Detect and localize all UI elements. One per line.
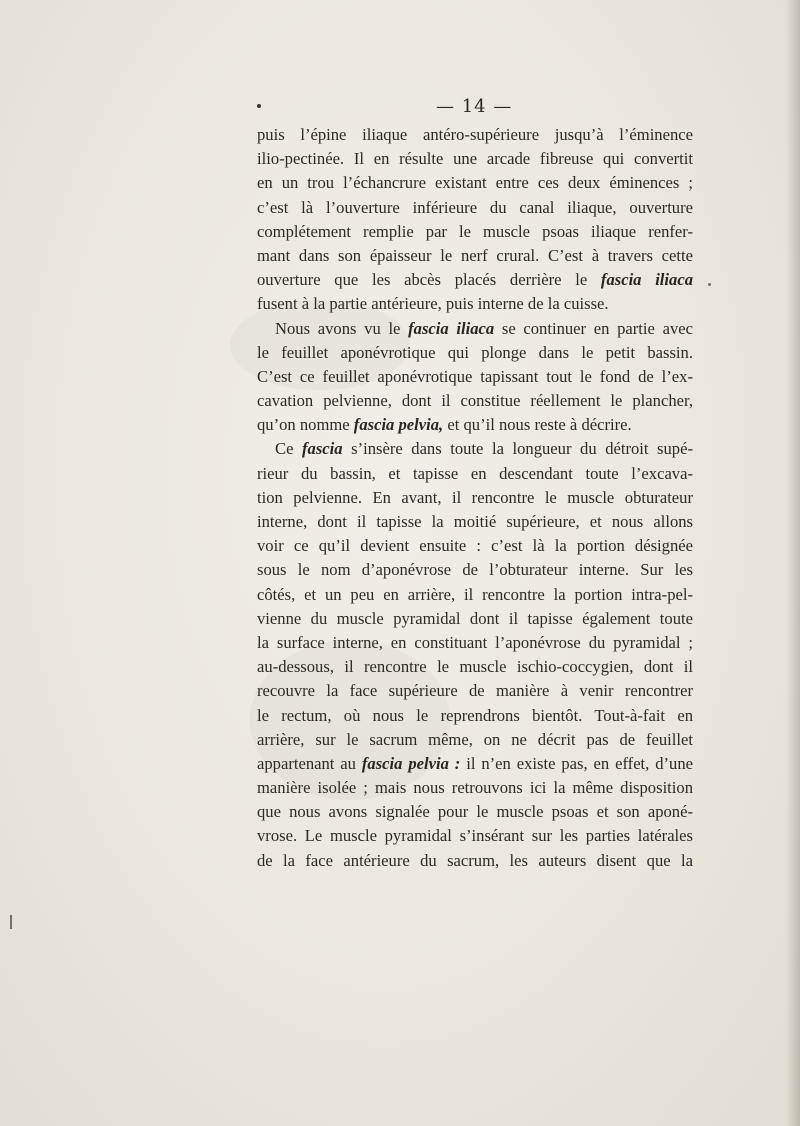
text-line (257, 171, 693, 195)
text-run: fusent à la partie antérieure, puis interne de la cuisse. (257, 294, 609, 314)
text-run: c’est là l’ouverture inférieure du canal iliaque, ouverture (257, 197, 693, 217)
text-line (257, 800, 693, 824)
text-line (257, 607, 693, 631)
text-run: s’insère dans toute la longueur du détroit supé- (342, 439, 693, 459)
text-run: vrose. Le muscle pyramidal s’insérant sur les parties latérales (257, 826, 693, 846)
text-line (257, 292, 693, 316)
text-line (257, 341, 693, 365)
text-line (257, 583, 693, 607)
italic-term: fascia pelvia : (361, 753, 461, 773)
text-line (257, 317, 693, 341)
page-header (0, 96, 800, 120)
text-run: que nous avons signalée pour le muscle psoas et son aponé- (257, 802, 693, 822)
body-text (257, 123, 693, 873)
text-run: arrière, sur le sacrum même, on ne décrit pas de feuillet (257, 729, 693, 749)
italic-term: fascia iliaca (408, 318, 495, 338)
text-line (257, 486, 693, 510)
text-run: complétement remplie par le muscle psoas iliaque renfer- (257, 221, 693, 241)
text-line (257, 413, 693, 437)
text-run: ilio-pectinée. Il en résulte une arcade fibreuse qui convertit (257, 149, 693, 169)
text-run: C’est ce feuillet aponévrotique tapissant tout le fond de l’ex- (257, 366, 693, 386)
text-run: vienne du muscle pyramidal dont il tapisse également toute (257, 608, 693, 628)
text-line (257, 220, 693, 244)
text-run: manière isolée ; mais nous retrouvons ici la même disposition (257, 778, 693, 798)
text-run: interne, dont il tapisse la moitié supérieure, et nous allons (257, 512, 693, 531)
text-run: en un trou l’échancrure existant entre ces deux éminences ; (257, 173, 693, 193)
text-line (257, 268, 693, 292)
text-line (257, 776, 693, 800)
text-run: appartenant au (257, 753, 362, 773)
text-run: puis l’épine iliaque antéro-supérieure jusqu’à l’éminence (257, 125, 693, 144)
text-run: il n’en existe pas, en effet, d’une (460, 753, 694, 773)
text-run: tion pelvienne. En avant, il rencontre le muscle obturateur (257, 487, 693, 507)
text-line (257, 123, 693, 147)
text-line (257, 824, 693, 848)
text-run: ouverture que les abcès placés derrière le (257, 270, 601, 290)
text-run: le rectum, où nous le reprendrons bientôt. Tout-à-fait en (257, 705, 693, 725)
text-line (257, 679, 693, 703)
text-run: et qu’il nous reste à décrire. (443, 415, 632, 435)
text-line (257, 752, 693, 776)
margin-mark (708, 283, 711, 286)
text-run: cavation pelvienne, dont il constitue réellement le plancher, (257, 391, 693, 411)
text-line (257, 558, 693, 582)
italic-term: fascia (302, 439, 343, 459)
text-line (257, 462, 693, 486)
page-edge-shadow (786, 0, 800, 1126)
text-run: de la face antérieure du sacrum, les auteurs disent que la (257, 850, 693, 870)
text-run: côtés, et un peu en arrière, il rencontre la portion intra-pel- (257, 584, 693, 604)
text-run: au-dessous, il rencontre le muscle ischio-coccygien, dont il (257, 657, 693, 677)
italic-term: fascia pelvia, (353, 415, 444, 435)
page-number: — 14 — (436, 96, 513, 117)
text-run: Ce (275, 439, 302, 459)
text-line (257, 196, 693, 220)
italic-term: fascia iliaca (600, 270, 693, 290)
text-line (257, 244, 693, 268)
text-run: rieur du bassin, et tapisse en descendant toute l’excava- (257, 463, 693, 483)
text-line (257, 849, 693, 873)
text-run: Nous avons vu le (275, 318, 409, 338)
text-line (257, 655, 693, 679)
text-line (257, 389, 693, 413)
text-line (257, 534, 693, 558)
text-line (257, 147, 693, 171)
text-run: le feuillet aponévrotique qui plonge dans le petit bassin. (257, 342, 693, 362)
text-line (257, 437, 693, 461)
text-run: mant dans son épaisseur le nerf crural. C’est à travers cette (257, 245, 693, 265)
text-run: voir ce qu’il devient ensuite : c’est là la portion désignée (257, 536, 693, 556)
text-run: se continuer en partie avec (494, 318, 693, 338)
text-line (257, 510, 693, 534)
text-run: sous le nom d’aponévrose de l’obturateur interne. Sur les (257, 560, 693, 580)
text-run: recouvre la face supérieure de manière à venir rencontrer (257, 681, 693, 701)
text-line (257, 365, 693, 389)
text-run: qu’on nomme (257, 415, 354, 435)
printer-dot (257, 104, 261, 108)
margin-mark (10, 915, 12, 929)
text-line (257, 704, 693, 728)
text-line (257, 631, 693, 655)
text-run: la surface interne, en constituant l’aponévrose du pyramidal ; (257, 632, 693, 652)
text-line (257, 728, 693, 752)
